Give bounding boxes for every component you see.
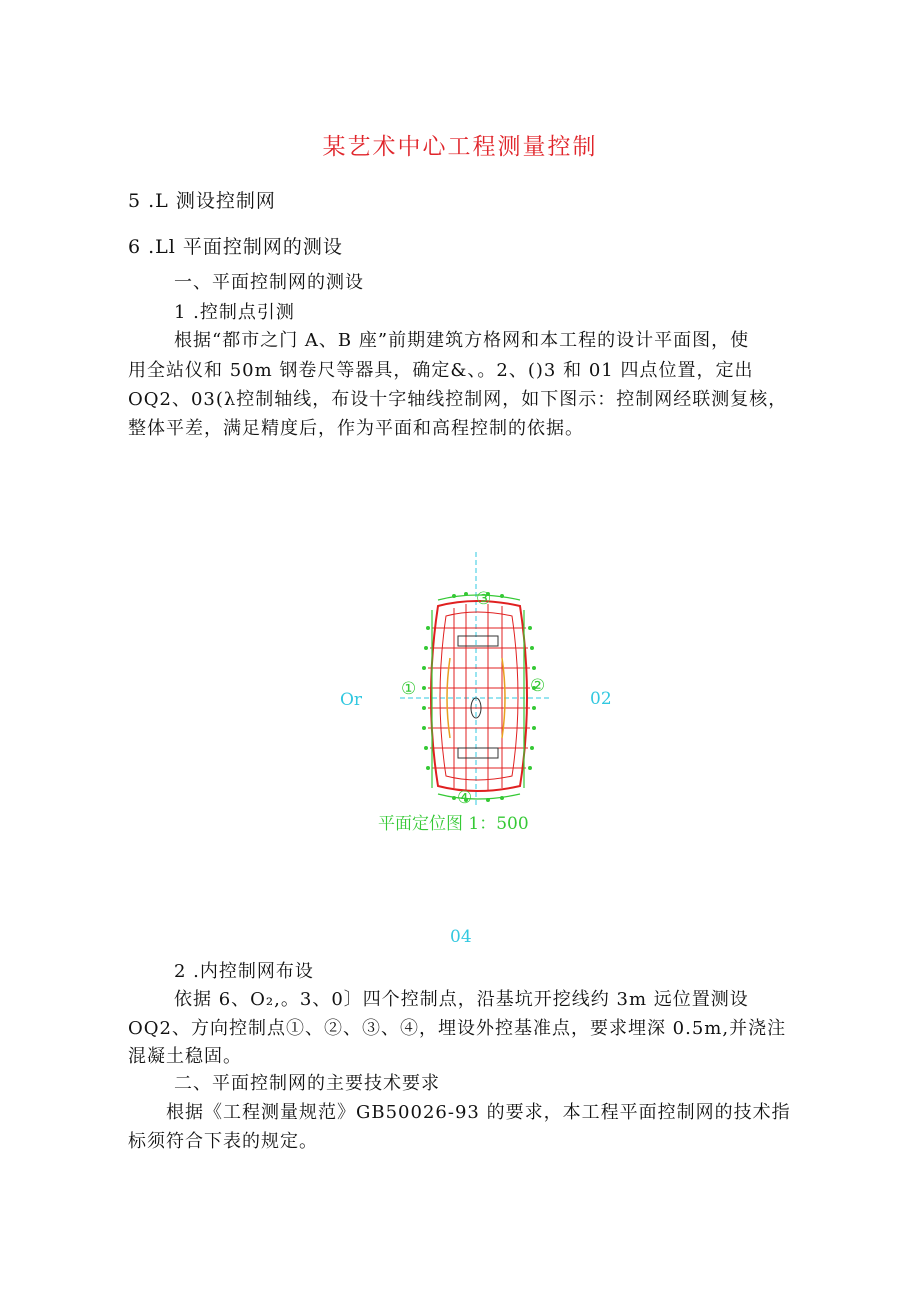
subheading-internal-control: 2 .内控制网布设 (174, 961, 314, 982)
marker-4: ④ (457, 788, 473, 808)
marker-1: ① (401, 679, 417, 699)
subheading-control-point: 1 .控制点引测 (174, 302, 295, 323)
section-heading-5-1: 5 .L 测设控制网 (128, 190, 276, 212)
paragraph-line: 标须符合下表的规定。 (128, 1131, 318, 1152)
label-left-point: Or (340, 690, 363, 710)
paragraph-line: 整体平差，满足精度后，作为平面和高程控制的依据。 (128, 418, 584, 439)
paragraph-line: 混凝土稳固。 (128, 1046, 242, 1067)
paragraph-line: 依据 6、O₂,。3、0〕四个控制点，沿基坑开挖线约 3m 远位置测设 (174, 989, 749, 1010)
paragraph-line: 用全站仪和 50m 钢卷尺等器具，确定&、。2、()3 和 01 四点位置，定出 (128, 360, 754, 381)
section-heading-6-1: 6 .Ll 平面控制网的测设 (128, 236, 343, 258)
paragraph-line: 根据《工程测量规范》GB50026-93 的要求，本工程平面控制网的技术指 (166, 1102, 791, 1123)
figure-caption: 平面定位图 1：500 (378, 814, 529, 834)
page-title: 某艺术中心工程测量控制 (322, 134, 598, 160)
label-right-point: 02 (590, 689, 612, 709)
label-bottom-point: 04 (450, 927, 472, 947)
subheading-plane-control: 一、平面控制网的测设 (174, 272, 364, 293)
paragraph-line: 根据“都市之门 A、B 座”前期建筑方格网和本工程的设计平面图，使 (174, 330, 750, 351)
marker-3: ③ (476, 589, 492, 609)
paragraph-line: OQ2、方向控制点①、②、③、④，埋设外控基准点，要求埋深 0.5m,并浇注 (128, 1018, 787, 1039)
subheading-tech-requirements: 二、平面控制网的主要技术要求 (174, 1073, 440, 1094)
paragraph-line: OQ2、03(λ控制轴线，布设十字轴线控制网，如下图示：控制网经联测复核， (128, 389, 788, 410)
marker-2: ② (530, 676, 546, 696)
